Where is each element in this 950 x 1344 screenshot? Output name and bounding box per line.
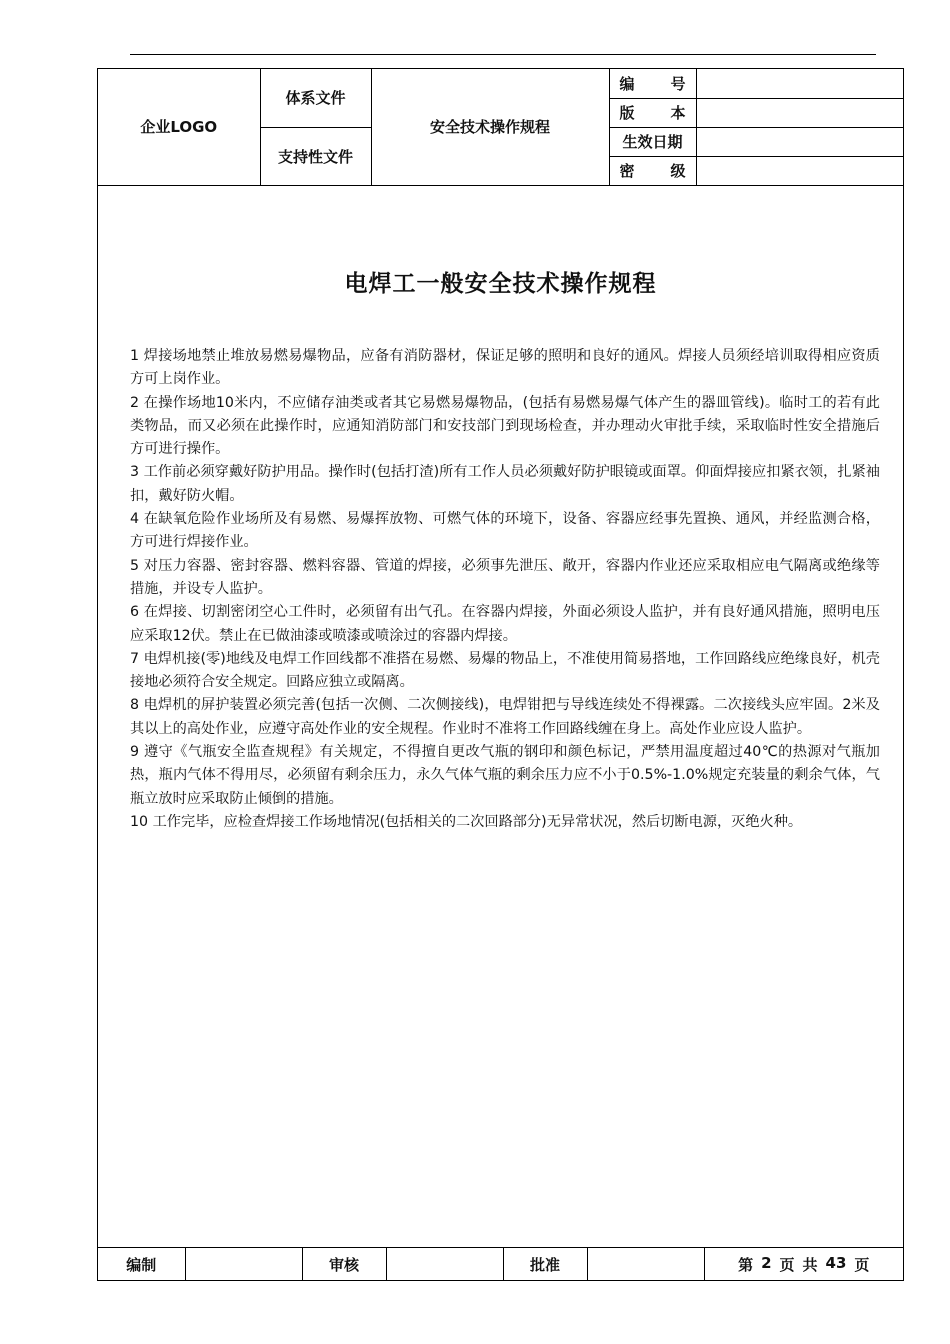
doc-type-system: 体系文件 xyxy=(260,69,371,127)
field-label-version: 版 本 xyxy=(609,98,696,127)
regulation-item: 2 在操作场地10米内，不应储存油类或者其它易燃易爆物品，(包括有易燃易爆气体产生的器皿管线)。临时工的若有此类物品，而又必须在此操作时，应通知消防部门和安技部门到现场检查，并办理动火审批手续，采取临时性安全措施后方可进行操作。 xyxy=(130,394,880,458)
prepared-label: 编制 xyxy=(98,1248,185,1281)
field-label-effective-date: 生效日期 xyxy=(609,127,696,156)
regulation-item: 9 遵守《气瓶安全监查规程》有关规定，不得擅自更改气瓶的钢印和颜色标记，严禁用温度超过40℃的热源对气瓶加热，瓶内气体不得用尽，必须留有剩余压力，永久气体气瓶的剩余压力应不小于0.5%-1.0%规定充装量的剩余气体，气瓶立放时应采取防止倾倒的措施。 xyxy=(130,744,880,807)
approved-label: 批准 xyxy=(503,1248,587,1281)
company-logo: 企业LOGO xyxy=(98,69,260,185)
header-rule xyxy=(130,54,876,55)
document-frame xyxy=(97,68,904,1281)
regulation-item: 7 电焊机接(零)地线及电焊工作回线都不准搭在易燃、易爆的物品上，不准使用简易搭地，工作回路线应绝缘良好，机壳接地必须符合安全规定。回路应独立或隔离。 xyxy=(130,650,880,691)
regulation-item: 6 在焊接、切割密闭空心工件时，必须留有出气孔。在容器内焊接，外面必须设人监护，并有良好通风措施，照明电压应采取12伏。禁止在已做油漆或喷漆或喷涂过的容器内焊接。 xyxy=(130,604,880,644)
approved-value[interactable] xyxy=(587,1248,704,1281)
doc-category: 安全技术操作规程 xyxy=(371,69,609,185)
reviewed-value[interactable] xyxy=(386,1248,503,1281)
regulation-body xyxy=(130,345,880,834)
regulation-item: 3 工作前必须穿戴好防护用品。操作时(包括打渣)所有工作人员必须戴好防护眼镜或面罩。仰面焊接应扣紧衣领，扎紧袖扣，戴好防火帽。 xyxy=(130,464,880,504)
field-value-number[interactable] xyxy=(696,69,903,98)
document-title: 电焊工一般安全技术操作规程 xyxy=(344,271,657,297)
field-value-secrecy[interactable] xyxy=(696,156,903,185)
field-value-effective-date[interactable] xyxy=(696,127,903,156)
field-label-number: 编 号 xyxy=(609,69,696,98)
field-label-secrecy: 密 级 xyxy=(609,156,696,185)
field-value-version[interactable] xyxy=(696,98,903,127)
reviewed-label: 审核 xyxy=(302,1248,386,1281)
doc-type-support: 支持性文件 xyxy=(260,127,371,185)
regulation-item: 8 电焊机的屏护装置必须完善(包括一次侧、二次侧接线)，电焊钳把与导线连续处不得裸露。二次接线头应牢固。2米及其以上的高处作业，应遵守高处作业的安全规程。作业时不准将工作回路线缠在身上。高处作业应设人监护。 xyxy=(130,697,880,737)
header-table xyxy=(98,69,903,186)
footer-table xyxy=(98,1247,903,1280)
page-indicator: 第 2 页 共 43 页 xyxy=(704,1248,903,1281)
regulation-item: 1 焊接场地禁止堆放易燃易爆物品，应备有消防器材，保证足够的照明和良好的通风。焊接人员须经培训取得相应资质方可上岗作业。 xyxy=(130,348,880,388)
prepared-value[interactable] xyxy=(185,1248,302,1281)
regulation-item: 4 在缺氧危险作业场所及有易燃、易爆挥放物、可燃气体的环境下，设备、容器应经事先置换、通风，并经监测合格，方可进行焊接作业。 xyxy=(130,511,880,551)
regulation-item: 10 工作完毕，应检查焊接工作场地情况(包括相关的二次回路部分)无异常状况，然后切断电源，灭绝火种。 xyxy=(130,813,803,830)
regulation-item: 5 对压力容器、密封容器、燃料容器、管道的焊接，必须事先泄压、敞开，容器内作业还应采取相应电气隔离或绝缘等措施，并设专人监护。 xyxy=(130,557,880,597)
